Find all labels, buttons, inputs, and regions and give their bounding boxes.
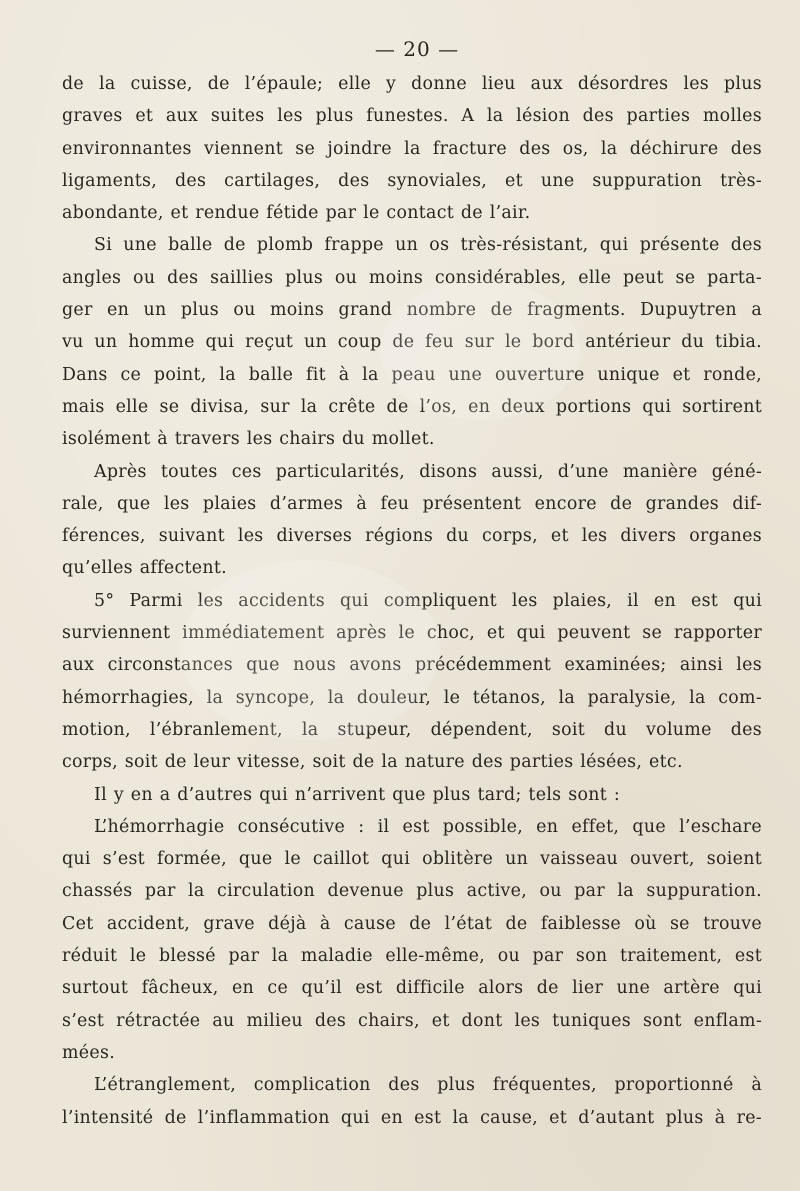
text-line: férences, suivant les diverses régions du corps, et les divers organes: [62, 526, 762, 547]
text-line: qui s’est formée, que le caillot qui oblitère un vaisseau ouvert, soient: [62, 849, 762, 870]
text-line: L’étranglement, complication des plus fréquentes, proportionné à: [94, 1075, 762, 1096]
text-line: ligaments, des cartilages, des synoviales, et une suppuration très-: [62, 170, 762, 191]
text-line: Il y en a d’autres qui n’arrivent que plus tard; tels sont :: [94, 784, 620, 805]
text-line: graves et aux suites les plus funestes. A la lésion des parties molles: [62, 106, 762, 127]
text-line: s’est rétractée au milieu des chairs, et dont les tuniques sont enflam-: [62, 1010, 762, 1031]
text-line: surviennent immédiatement après le choc, et qui peuvent se rapporter: [62, 623, 762, 644]
text-line: Si une balle de plomb frappe un os très-résistant, qui présente des: [94, 235, 762, 256]
text-line: qu’elles affectent.: [62, 558, 227, 579]
text-line: L’hémorrhagie consécutive : il est possible, en effet, que l’eschare: [94, 816, 762, 837]
text-line: hémorrhagies, la syncope, la douleur, le tétanos, la paralysie, la com-: [62, 687, 762, 708]
text-line: Dans ce point, la balle fit à la peau une ouverture unique et ronde,: [62, 364, 762, 385]
text-line: ger en un plus ou moins grand nombre de fragments. Dupuytren a: [62, 300, 762, 321]
text-line: rale, que les plaies d’armes à feu présentent encore de grandes dif-: [62, 493, 762, 514]
text-line: de la cuisse, de l’épaule; elle y donne lieu aux désordres les plus: [62, 74, 762, 94]
text-line: 5° Parmi les accidents qui compliquent les plaies, il en est qui: [94, 590, 762, 611]
text-line: aux circonstances que nous avons précédemment examinées; ainsi les: [62, 655, 762, 676]
page-body-text: [62, 68, 762, 1134]
text-line: isolément à travers les chairs du mollet.: [62, 429, 435, 450]
text-line: mais elle se divisa, sur la crête de l’os, en deux portions qui sortirent: [62, 396, 762, 417]
text-line: Cet accident, grave déjà à cause de l’état de faiblesse où se trouve: [62, 913, 762, 934]
text-line: vu un homme qui reçut un coup de feu sur le bord antérieur du tibia.: [62, 332, 762, 353]
text-line: angles ou des saillies plus ou moins considérables, elle peut se parta-: [62, 267, 762, 288]
text-line: chassés par la circulation devenue plus active, ou par la suppuration.: [62, 881, 762, 902]
text-line: l’intensité de l’inflammation qui en est la cause, et d’autant plus à re-: [62, 1107, 762, 1128]
text-line: environnantes viennent se joindre la fracture des os, la déchirure des: [62, 138, 762, 159]
text-line: motion, l’ébranlement, la stupeur, dépendent, soit du volume des: [62, 719, 762, 740]
text-line: réduit le blessé par la maladie elle-même, ou par son traitement, est: [62, 946, 762, 967]
text-line: surtout fâcheux, en ce qu’il est difficile alors de lier une artère qui: [62, 978, 762, 999]
text-line: mées.: [62, 1042, 116, 1063]
text-line: corps, soit de leur vitesse, soit de la nature des parties lésées, etc.: [62, 752, 683, 773]
page-number: — 20 —: [374, 37, 460, 61]
text-line: Après toutes ces particularités, disons aussi, d’une manière géné-: [94, 461, 762, 482]
text-line: abondante, et rendue fétide par le contact de l’air.: [62, 203, 531, 224]
